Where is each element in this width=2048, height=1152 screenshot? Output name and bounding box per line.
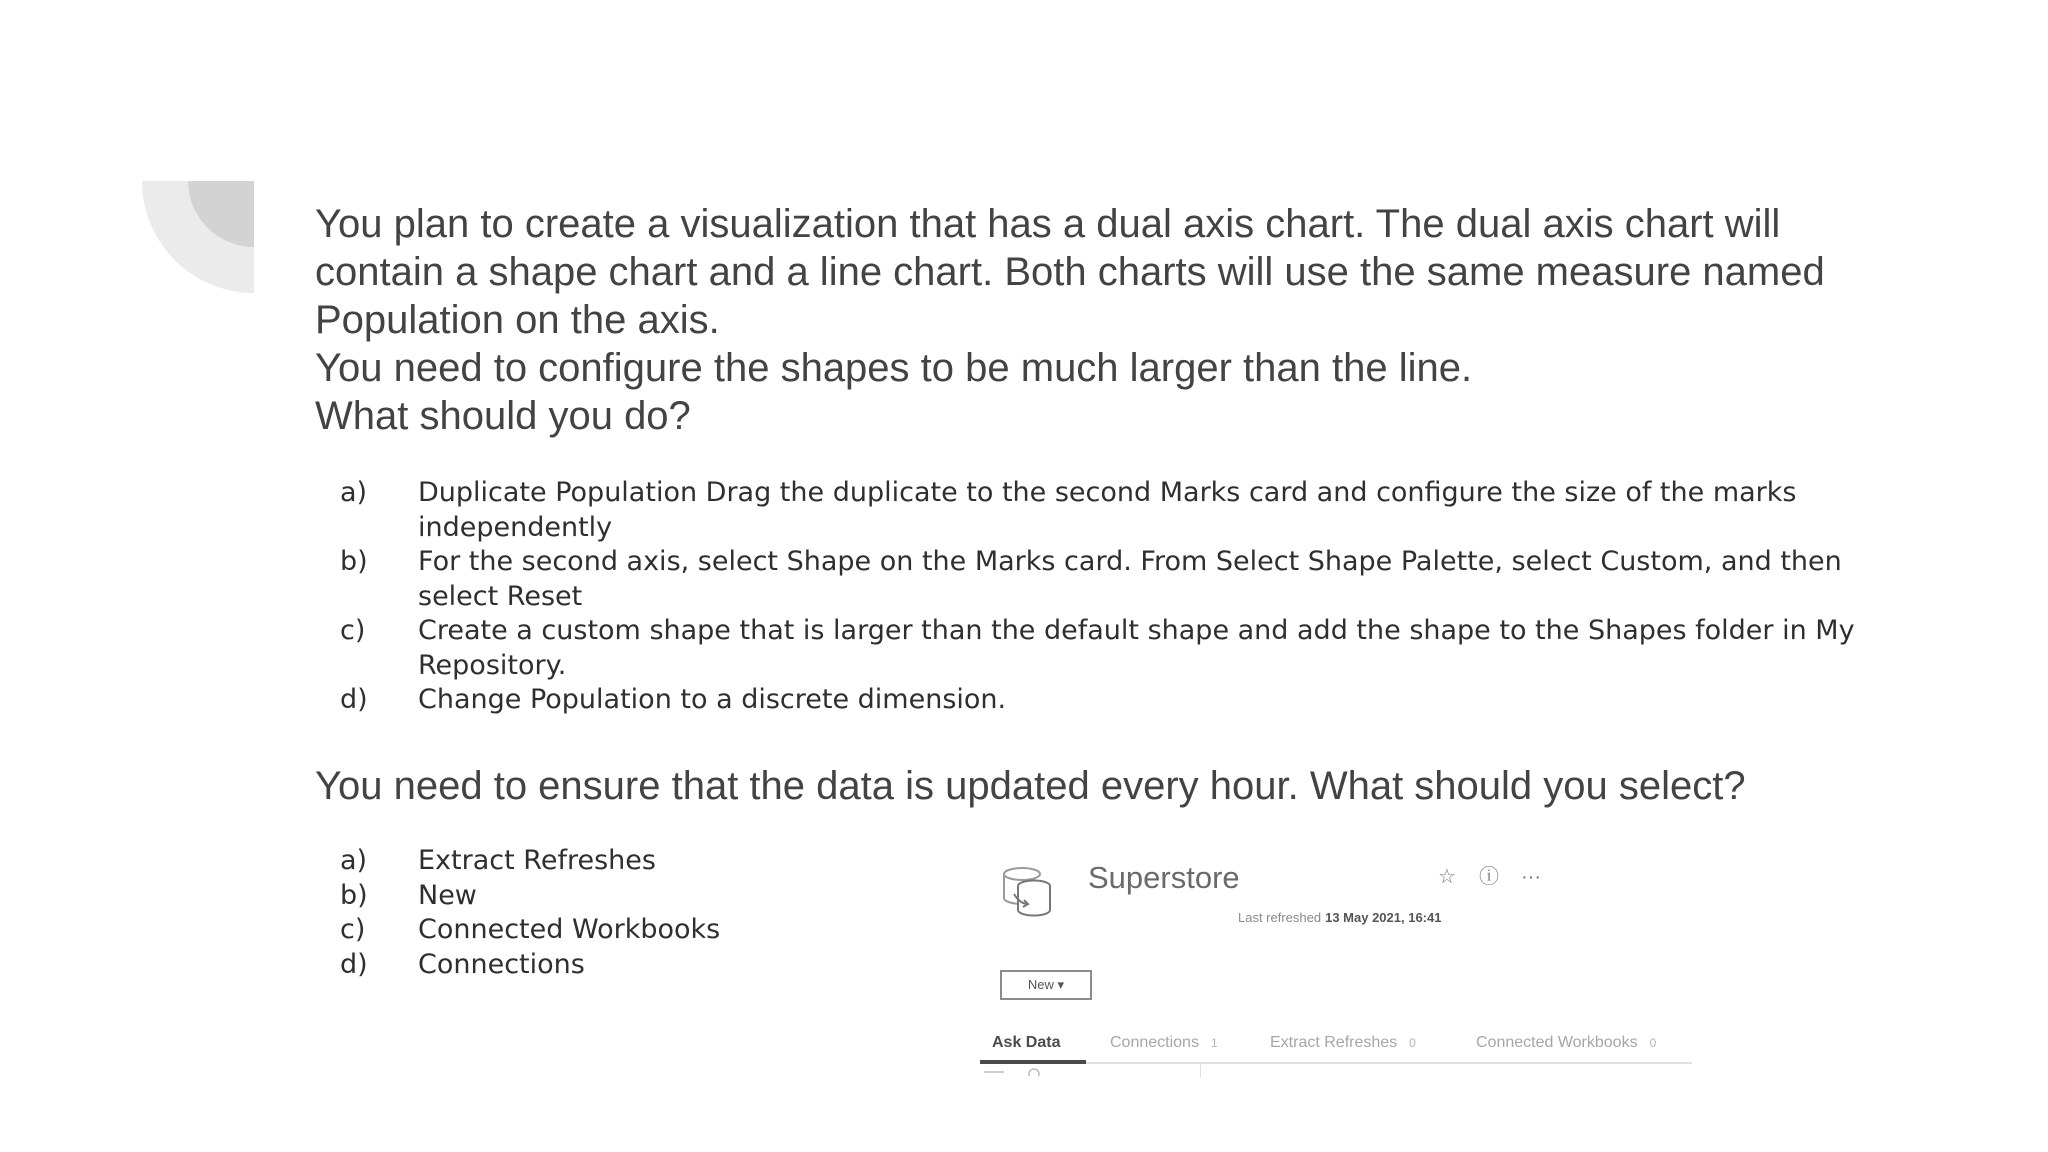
question-1-line: What should you do?	[315, 394, 691, 438]
tab-count: 0	[1649, 1036, 1657, 1050]
data-source-title: Superstore	[1088, 860, 1240, 895]
last-refreshed-label: Last refreshed	[1238, 910, 1322, 925]
option-item	[340, 879, 840, 914]
option-text: Connections	[418, 948, 585, 980]
option-item	[340, 683, 1860, 718]
tab-count: 0	[1409, 1036, 1416, 1050]
tab-ask-data[interactable]	[992, 1034, 1060, 1052]
tab-label: Connections	[1110, 1034, 1199, 1051]
option-item	[340, 614, 1860, 683]
question-1-options	[340, 476, 1860, 718]
divider	[1200, 1064, 1201, 1078]
tab-label: Extract Refreshes	[1270, 1034, 1398, 1051]
option-item	[340, 913, 840, 948]
tableau-data-source-screenshot	[980, 858, 1700, 1080]
database-icon	[1000, 864, 1054, 918]
option-letter: b)	[340, 879, 368, 911]
question-2-text: You need to ensure that the data is updated every hour. What should you select?	[315, 764, 1746, 808]
option-text: Create a custom shape that is larger than the default shape and add the shape to the Shapes folder in My Repository.	[418, 615, 1855, 681]
info-icon[interactable]: ⓘ	[1479, 866, 1499, 888]
last-refreshed-value: 13 May 2021, 16:41	[1325, 910, 1442, 925]
question-1-text	[315, 200, 1895, 440]
option-letter: d)	[340, 684, 368, 715]
decorative-corner-inner	[188, 181, 254, 247]
tab-label: Connected Workbooks	[1476, 1034, 1638, 1051]
option-text: Connected Workbooks	[418, 914, 721, 945]
option-letter: c)	[340, 615, 366, 646]
option-item	[340, 948, 840, 983]
question-2-options	[340, 844, 840, 982]
header-actions	[1436, 866, 1542, 888]
more-icon[interactable]: ···	[1521, 866, 1541, 888]
option-letter: b)	[340, 546, 368, 577]
option-text: New	[418, 879, 477, 911]
tab-label: Ask Data	[992, 1034, 1061, 1051]
option-text: Change Population to a discrete dimension.	[418, 684, 1007, 715]
option-letter: a)	[340, 845, 368, 876]
tab-extract-refreshes[interactable]	[1270, 1034, 1416, 1052]
decorative-corner-shape	[142, 181, 254, 293]
tab-connected-workbooks[interactable]	[1476, 1034, 1656, 1052]
star-icon[interactable]: ☆	[1438, 866, 1456, 888]
question-1-line: You plan to create a visualization that has a dual axis chart. The dual axis chart will contain a shape chart and a line chart. Both charts will use the same measure named Population on the axis.	[315, 202, 1825, 342]
option-letter: c)	[340, 914, 366, 945]
option-text: Duplicate Population Drag the duplicate to the second Marks card and configure the size of the marks independently	[418, 477, 1797, 543]
question-1-line: You need to configure the shapes to be much larger than the line.	[315, 346, 1473, 390]
option-item	[340, 476, 1860, 545]
tab-connections[interactable]	[1110, 1034, 1218, 1052]
active-tab-indicator	[980, 1060, 1086, 1064]
option-item	[340, 545, 1860, 614]
option-letter: d)	[340, 948, 368, 980]
option-letter: a)	[340, 477, 368, 508]
option-text: Extract Refreshes	[418, 845, 656, 876]
option-item	[340, 844, 840, 879]
last-refreshed	[1238, 910, 1441, 925]
tab-bar	[980, 1026, 1692, 1064]
new-button[interactable]: New ▾	[1000, 970, 1092, 1000]
option-text: For the second axis, select Shape on the Marks card. From Select Shape Palette, select Custom, and then select Reset	[418, 546, 1842, 612]
tab-count: 1	[1210, 1036, 1218, 1050]
cropped-row-icon	[984, 1068, 1054, 1076]
